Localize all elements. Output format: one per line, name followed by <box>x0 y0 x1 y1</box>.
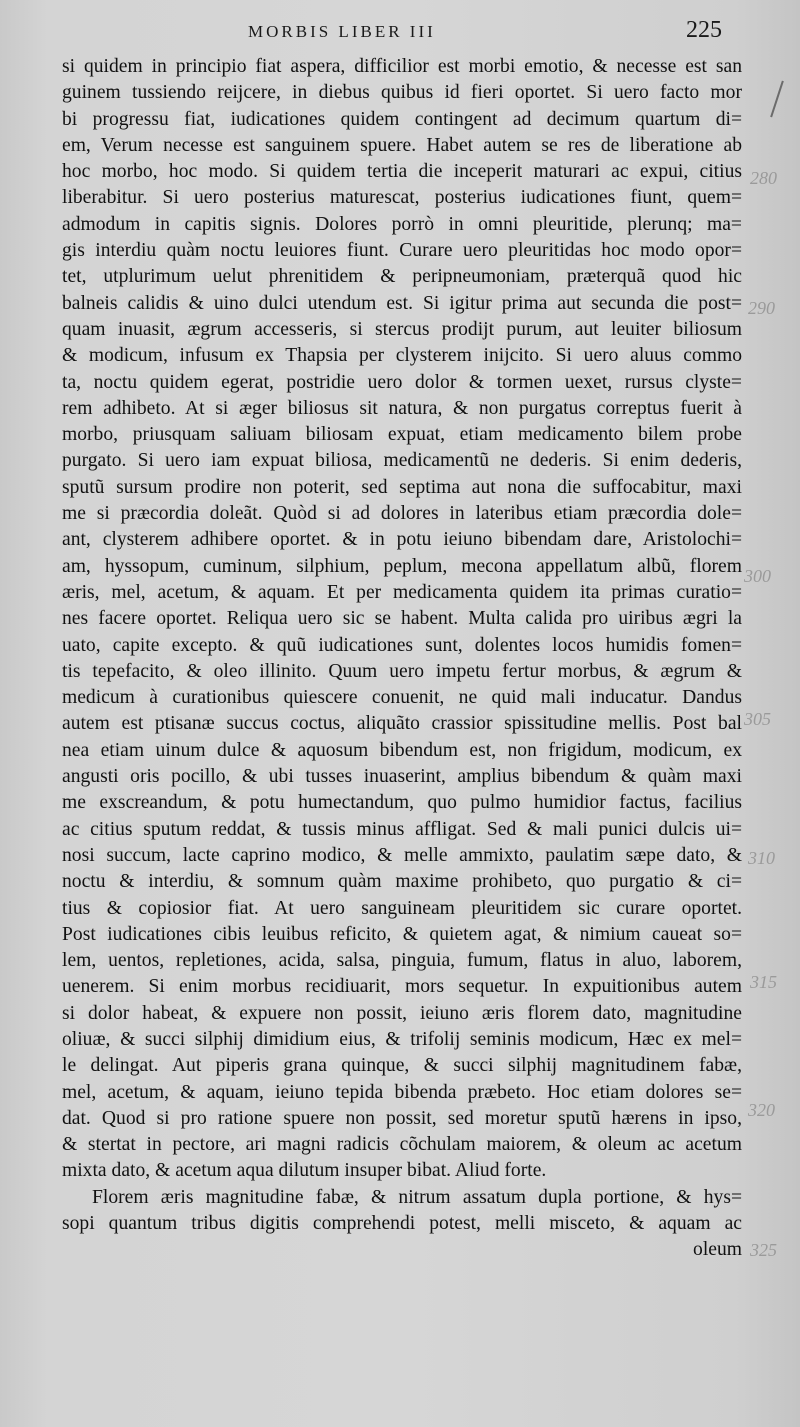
margin-note: 300 <box>744 566 771 586</box>
text-line: morbo, priusquam saliuam biliosam expuat, etiam medicamento bilem probe <box>62 424 742 446</box>
text-line: & stertat in pectore, ari magni radicis cõchulam maiorem, & oleum ac acetum <box>62 1134 742 1156</box>
body-text <box>62 54 742 1264</box>
text-line: si quidem in principio fiat aspera, difficilior est morbi emotio, & necesse est san <box>62 56 742 77</box>
text-line: oliuæ, & succi silphij dimidium eius, & trifolij seminis modicum, Hæc ex mel= <box>62 1028 742 1050</box>
text-line: ac citius sputum reddat, & tussis minus affligat. Sed & mali punici dulcis ui= <box>62 818 742 840</box>
text-line: uenerem. Si enim morbus recidiuarit, mors sequetur. In expuitionibus autem <box>62 976 742 998</box>
text-line: liberabitur. Si uero posterius maturescat, posterius iudicationes fiunt, quem= <box>62 187 742 209</box>
text-line: balneis calidis & uino dulci utendum est. Si igitur prima aut secunda die post= <box>62 292 742 314</box>
text-line: tis tepefacito, & oleo illinito. Quum uero impetu fertur morbus, & ægrum & <box>62 660 742 682</box>
text-line: uato, capite excepto. & quũ iudicationes sunt, dolentes locos humidis fomen= <box>62 634 742 656</box>
margin-note: 280 <box>750 168 777 188</box>
margin-note: 310 <box>748 848 775 868</box>
text-line: æris, mel, acetum, & aquam. Et per medicamenta quidem ita primas curatio= <box>62 581 742 603</box>
margin-note: 315 <box>750 972 777 992</box>
text-line: ta, noctu quidem egerat, postridie uero dolor & tormen uexet, rursus clyste= <box>62 371 742 393</box>
text-line: quam inuasit, ægrum accesseris, si stercus prodijt purum, aut leuiter biliosum <box>62 318 742 340</box>
text-line: rem adhibeto. At si æger biliosus sit natura, & non purgatus correptus fuerit à <box>62 397 742 419</box>
text-line: ant, clysterem adhibere oportet. & in potu ieiuno bibendam dare, Aristolochi= <box>62 529 742 551</box>
text-line: gis interdiu quàm noctu leuiores fiunt. Curare uero pleuritidas hoc modo opor= <box>62 240 742 262</box>
text-line: si dolor habeat, & expuere non possit, ieiuno æris florem dato, magnitudine <box>62 1002 742 1024</box>
text-line: bi progressu fiat, iudicationes quidem contingent ad decimum quartum di= <box>62 108 742 130</box>
text-line: Florem æris magnitudine fabæ, & nitrum assatum dupla portione, & hys= <box>92 1186 742 1208</box>
text-line: guinem tussiendo reijcere, in diebus quibus id fieri oportet. Si uero facto mor <box>62 82 742 104</box>
text-line: dat. Quod si pro ratione spuere non possit, sed moretur sputũ hærens in ipso, <box>62 1107 742 1129</box>
text-line: mel, acetum, & aquam, ieiuno tepida bibenda præbeto. Hoc etiam dolores se= <box>62 1081 742 1103</box>
running-head: MORBIS LIBER III <box>248 22 436 41</box>
text-line: am, hyssopum, cuminum, silphium, peplum, mecona appellatum albũ, florem <box>62 555 742 577</box>
text-line: le delingat. Aut piperis grana quinque, & succi silphij magnitudinem fabæ, <box>62 1055 742 1077</box>
text-line: em, Verum necesse est sanguinem spuere. Habet autem se res de liberatione ab <box>62 134 742 156</box>
catchword: oleum <box>693 1239 742 1261</box>
text-line: admodum in capitis signis. Dolores porrò in omni pleuritide, plerunq; ma= <box>62 213 742 235</box>
text-line: autem est ptisanæ succus coctus, aliquãto crassior spissitudine mellis. Post bal <box>62 713 742 735</box>
text-line: & modicum, infusum ex Thapsia per clysterem inijcito. Si uero aluus commo <box>62 345 742 367</box>
margin-note: 305 <box>744 709 771 729</box>
text-line: tius & copiosior fiat. At uero sanguineam pleuritidem sic curare oportet. <box>62 897 742 919</box>
text-line: Post iudicationes cibis leuibus reficito, & quietem agat, & nimium caueat so= <box>62 923 742 945</box>
text-line: lem, uentos, repletiones, acida, salsa, pinguia, fumum, flatus in aluo, laborem, <box>62 950 742 972</box>
text-line: mixta dato, & acetum aqua dilutum insuper bibat. Aliud forte. <box>62 1160 547 1182</box>
text-line: noctu & interdiu, & somnum quàm maxime prohibeto, quo purgatio & ci= <box>62 871 742 893</box>
text-line: nes facere oportet. Reliqua uero sic se habent. Multa calida pro uiribus ægri la <box>62 608 742 630</box>
text-line: sopi quantum tribus digitis comprehendi potest, melli misceto, & aquam ac <box>62 1213 742 1235</box>
text-line: nosi succum, lacte caprino modico, & melle ammixto, paulatim sæpe dato, & <box>62 844 742 866</box>
text-line: me si præcordia doleãt. Quòd si ad dolores in lateribus etiam præcordia dole= <box>62 503 742 525</box>
text-line: nea etiam uinum dulce & aquosum bibendum est, non frigidum, modicum, ex <box>62 739 742 761</box>
text-line: sputũ sursum prodire non poterit, sed septima aut nona die suffocabitur, maxi <box>62 476 742 498</box>
text-line: hoc morbo, hoc modo. Si quidem tertia die inceperit maturari ac expui, citius <box>62 161 742 183</box>
text-line: angusti oris pocillo, & ubi tusses inuaserint, amplius bibendum & quàm maxi <box>62 766 742 788</box>
margin-note: 290 <box>748 298 775 318</box>
pencil-mark <box>770 81 784 118</box>
page-number: 225 <box>686 17 722 43</box>
text-line: purgato. Si uero iam expuat biliosa, medicamentũ ne dederis. Si enim dederis, <box>62 450 742 472</box>
margin-note: 320 <box>748 1100 775 1120</box>
text-line: tet, utplurimum uelut phrenitidem & peripneumoniam, præterquã quod hic <box>62 266 742 288</box>
text-line: me exscreandum, & potu humectandum, quo pulmo humidior factus, facilius <box>62 792 742 814</box>
text-line: medicum à curationibus quiescere conuenit, ne quid mali inducatur. Dandus <box>62 687 742 709</box>
margin-note: 325 <box>750 1240 777 1260</box>
